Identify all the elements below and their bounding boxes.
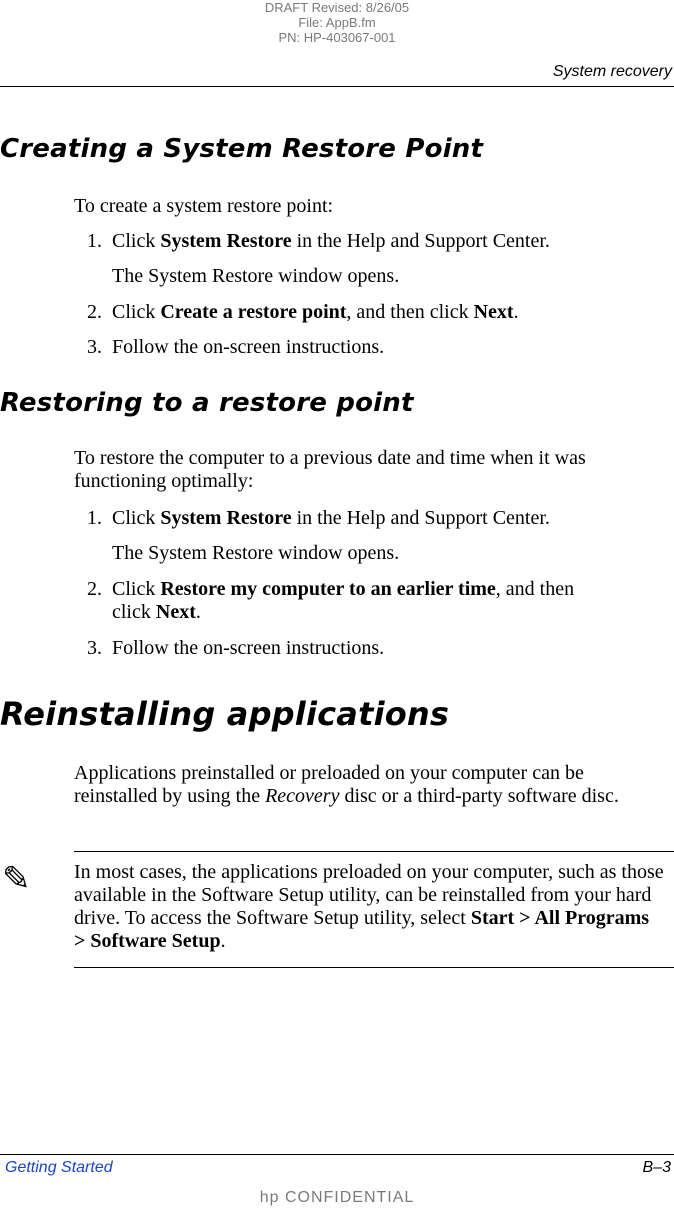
confidential-mark: hp CONFIDENTIAL	[259, 1189, 415, 1206]
footer-book-title: Getting Started	[5, 1159, 113, 1176]
step-text: .	[513, 301, 519, 323]
ui-term-system-restore: System Restore	[160, 230, 292, 252]
reinstall-paragraph	[74, 762, 666, 808]
step-text: Click	[112, 301, 161, 323]
step-number: 3.	[87, 637, 102, 659]
ui-term-next: Next	[473, 301, 514, 323]
step-number: 3.	[87, 336, 102, 358]
running-head: System recovery	[552, 63, 672, 80]
footer-page-number: B–3	[642, 1159, 671, 1176]
step-number: 2.	[87, 578, 102, 600]
paragraph-text: Applications preinstalled or preloaded on your computer can be reinstalled by using the	[74, 762, 584, 807]
note-rule-top	[74, 851, 674, 852]
note-text	[74, 861, 664, 953]
menu-path-software-setup: Start > All Programs > Software Setup	[74, 907, 650, 952]
draft-revised: DRAFT Revised: 8/26/05	[264, 0, 410, 15]
step-text: Click	[112, 578, 161, 600]
note-body: In most cases, the applications preloaded on your computer, such as those available in the Software Setup utility, can be reinstalled from your hard drive. To access the Software Setup utility, select	[74, 861, 664, 929]
footer-rule	[0, 1154, 674, 1155]
note-rule-bottom	[74, 967, 674, 968]
heading-restoring-to-restore-point: Restoring to a restore point	[0, 388, 414, 418]
restore-intro: To restore the computer to a previous date and time when it was functioning optimally:	[74, 447, 586, 492]
draft-file: File: AppB.fm	[298, 15, 376, 30]
header-rule	[0, 86, 674, 87]
create-intro: To create a system restore point:	[74, 195, 334, 217]
step-number: 1.	[87, 507, 102, 529]
create-step-3	[87, 336, 657, 359]
create-step-1	[87, 230, 657, 253]
ui-term-next: Next	[155, 601, 196, 623]
create-step-2	[87, 301, 657, 324]
create-step-1-note: The System Restore window opens.	[112, 265, 400, 287]
restore-step-3	[87, 637, 657, 660]
ui-term-system-restore: System Restore	[160, 507, 292, 529]
draft-stamp	[0, 0, 674, 45]
step-text: in the Help and Support Center.	[291, 507, 550, 529]
step-text: Follow the on-screen instructions.	[112, 336, 385, 358]
step-number: 2.	[87, 301, 102, 323]
step-text: Click	[112, 230, 161, 252]
step-continuation	[87, 601, 657, 624]
step-number: 1.	[87, 230, 102, 252]
step-text: , and then click	[346, 301, 474, 323]
step-text: in the Help and Support Center.	[291, 230, 550, 252]
step-text: Follow the on-screen instructions.	[112, 637, 385, 659]
restore-step-2	[87, 578, 657, 624]
step-text: click	[112, 601, 156, 623]
recovery-disc-term: Recovery	[265, 785, 340, 807]
step-text: , and then	[495, 578, 575, 600]
restore-step-1-note: The System Restore window opens.	[112, 542, 400, 564]
paragraph-text: disc or a third-party software disc.	[339, 785, 619, 807]
ui-term-create-restore-point: Create a restore point	[160, 301, 347, 323]
heading-create-restore-point: Creating a System Restore Point	[0, 134, 484, 164]
note-body: .	[220, 930, 226, 952]
step-text: .	[195, 601, 201, 623]
heading-reinstalling-applications: Reinstalling applications	[0, 695, 450, 733]
pencil-note-icon: ✎	[2, 859, 31, 899]
ui-term-restore-earlier-time: Restore my computer to an earlier time	[160, 578, 496, 600]
restore-step-1	[87, 507, 657, 530]
step-text: Click	[112, 507, 161, 529]
draft-pn: PN: HP-403067-001	[278, 30, 396, 45]
